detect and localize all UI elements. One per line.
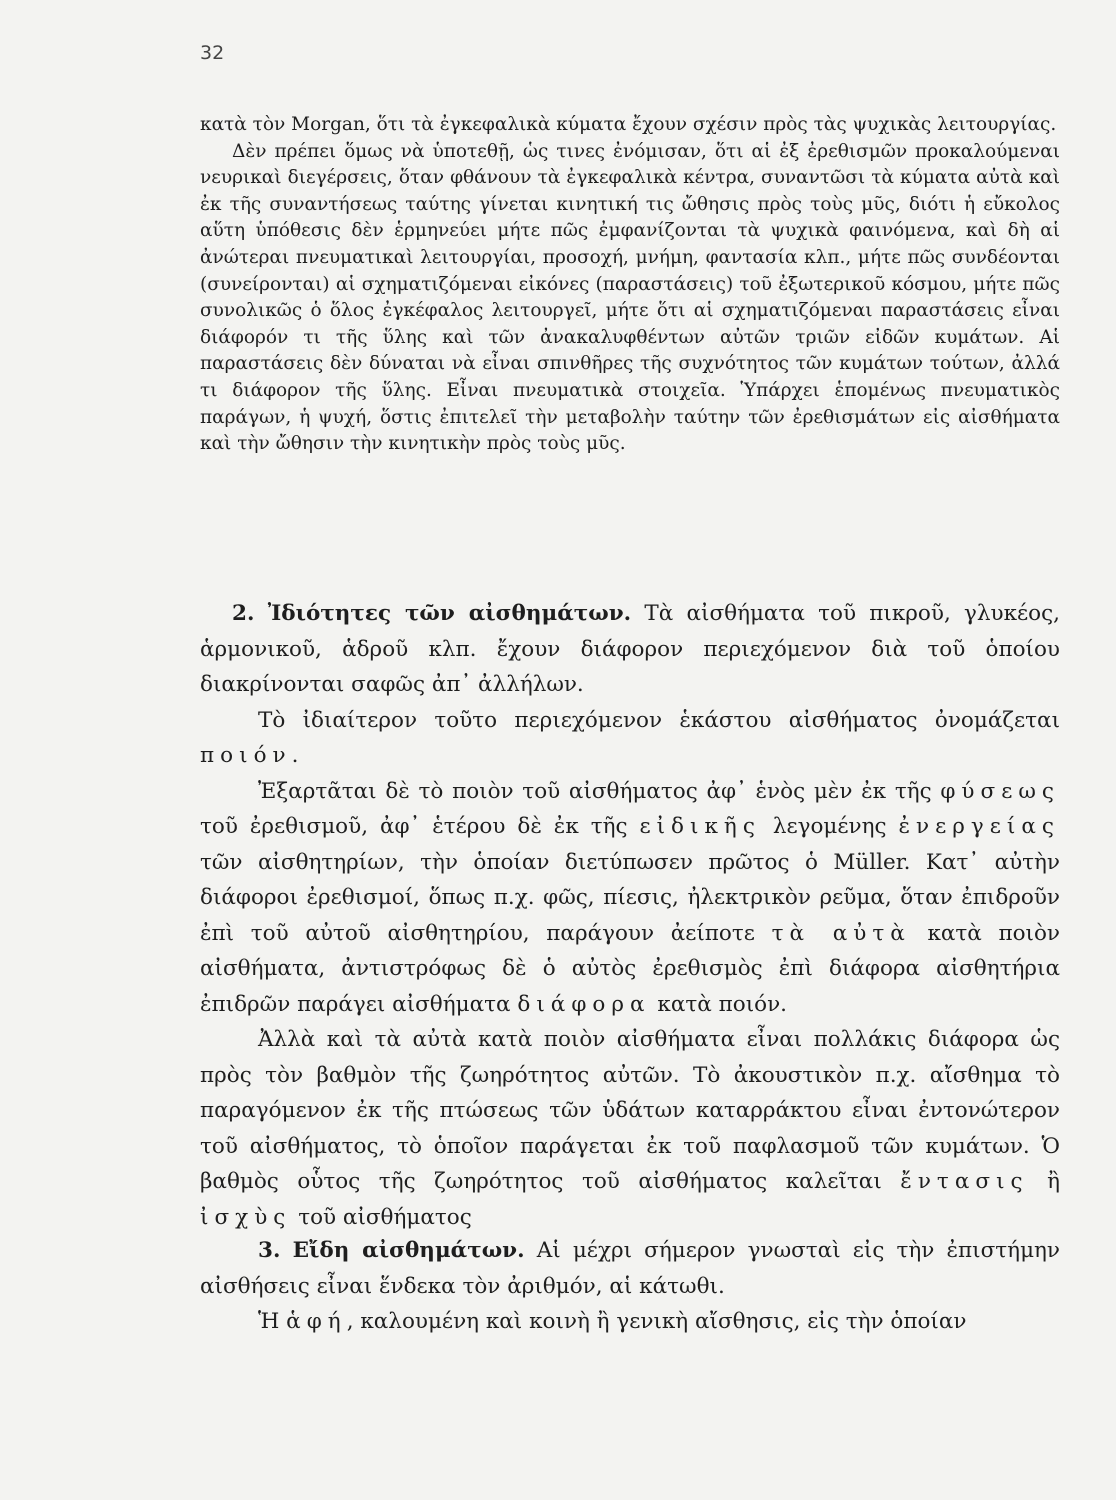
- section2-p3-text-e: κατὰ ποιὸν αἰσθήματα, ἀντιστρόφως δὲ ὁ αὐτὸς ἐρεθισμὸς ἐπὶ διάφορα αἰσθητήρια ἐπιδρῶν παράγει αἰσθήματα: [200, 920, 1060, 1017]
- section2-p3-text-a: Ἐξαρτᾶται δὲ τὸ ποιὸν τοῦ αἰσθήματος ἀφ᾽ ἑνὸς μὲν ἐκ τῆς: [258, 778, 941, 804]
- section3-title: Εἴδη αἰσθημάτων.: [292, 1238, 525, 1263]
- section2-p2-end: .: [291, 743, 299, 768]
- term-eidikis: εἰδικῆς: [639, 814, 761, 839]
- section2-p4-text-c: τοῦ αἰσθήματος: [291, 1204, 472, 1230]
- term-diaphora: διάφορα: [517, 991, 651, 1017]
- section-kinds: [200, 1233, 1060, 1340]
- section-properties: [200, 596, 1060, 1235]
- paragraph-hypothesis: Δὲν πρέπει ὅμως νὰ ὑποτεθῇ, ὡς τινες ἐνόμισαν, ὅτι αἱ ἐξ ἐρεθισμῶν προκαλούμεναι νευρικαὶ διεγέρσεις, ὅταν φθάνουν τὰ ἐγκεφαλικὰ κέντρα, συναντῶσι τὰ κύματα αὐτὰ καὶ ἐκ τῆς συναντήσεως ταύτης γίνεται κινητική τις ὤθησις πρὸς τοὺς μῦς, διότι ἡ εὔκολος αὕτη ὑπόθεσις δὲν ἑρμηνεύει μήτε πῶς ἐμφανίζονται τὰ ψυχικὰ φαινόμενα, καὶ δὴ αἱ ἀνώτεραι πνευματικαὶ λειτουργίαι, προσοχή, μνήμη, φαντασία κλπ., μήτε πῶς συνδέονται (συνείρονται) αἱ σχηματιζόμεναι εἰκόνες (παραστάσεις) τοῦ ἐξωτερικοῦ κόσμου, μήτε πῶς συνολικῶς ὁ ὅλος ἐγκέφαλος λειτουργεῖ, μήτε ὅτι αἱ σχηματιζόμεναι παραστάσεις εἶναι διάφορόν τι τῆς ὕλης καὶ τῶν ἀνακαλυφθέντων αὐτῶν τριῶν εἰδῶν κυμάτων. Αἱ παραστάσεις δὲν δύναται νὰ εἶναι σπινθῆρες τῆς συχνότητος τῶν κυμάτων τούτων, ἀλλά τι διάφορον τῆς ὕλης. Εἶναι πνευματικὰ στοιχεῖα. Ὑπάρχει ἑπομένως πνευματικὸς παράγων, ἡ ψυχή, ὅστις ἐπιτελεῖ τὴν μεταβολὴν ταύτην τῶν ἐρεθισμάτων εἰς αἰσθήματα καὶ τὴν ὤθησιν τὴν κινητικὴν πρὸς τοὺς μῦς.: [200, 140, 1060, 455]
- section2-paragraph-3: [200, 774, 1060, 1023]
- section2-paragraph-1: [200, 596, 1060, 703]
- page-number: 32: [200, 42, 225, 64]
- section2-title: Ἰδιότητες τῶν αἰσθημάτων.: [267, 601, 632, 626]
- section3-number: 3.: [258, 1238, 281, 1263]
- term-energeias: ἐνεργείας: [898, 814, 1060, 839]
- section3-paragraph-1: [200, 1233, 1060, 1304]
- paragraph-morgan: κατὰ τὸν Morgan, ὅτι τὰ ἐγκεφαλικὰ κύματα ἔχουν σχέσιν πρὸς τὰς ψυχικὰς λειτουργίας.: [200, 114, 1057, 135]
- section2-p3-text-d: τῶν αἰσθητηρίων, τὴν ὁποίαν διετύπωσεν πρῶτος ὁ Müller. Κατ᾽ αὐτὴν διάφοροι ἐρεθισμοί, ὅπως π.χ. φῶς, πίεσις, ἠλεκτρικὸν ρεῦμα, ὅταν ἐπιδροῦν ἐπὶ τοῦ αὐτοῦ αἰσθητηρίου, παράγουν ἀείποτε: [200, 849, 1060, 946]
- section2-paragraph-4: [200, 1022, 1060, 1235]
- term-ta-auta: τὰ αὐτὰ: [771, 920, 911, 946]
- term-entasis: ἔντασις: [900, 1169, 1029, 1194]
- term-physeos: φύσεως: [940, 778, 1060, 804]
- term-ischys: ἰσχὺς: [200, 1204, 292, 1230]
- section3-p1-text: Αἱ μέχρι σήμερον γνωσταὶ εἰς τὴν ἐπιστήμην αἰσθήσεις εἶναι ἕνδεκα τὸν ἀριθμόν, αἱ κάτωθι.: [200, 1238, 1060, 1299]
- section2-p4-text-b: ἢ: [1028, 1169, 1061, 1194]
- term-aphi: ἁφή: [286, 1309, 347, 1334]
- section2-p3-text-c: λεγομένης: [760, 814, 899, 839]
- section2-paragraph-2: [200, 703, 1060, 774]
- section2-p3-text-b: τοῦ ἐρεθισμοῦ, ἀφ᾽ ἑτέρου δὲ ἐκ τῆς: [200, 814, 640, 839]
- section2-p3-text-f: κατὰ ποιόν.: [650, 991, 787, 1017]
- opening-text: [200, 112, 1060, 458]
- section2-p2-text: Τὸ ἰδιαίτερον τοῦτο περιεχόμενον ἑκάστου αἰσθήματος ὀνομάζεται: [258, 707, 1060, 733]
- section2-p4-text-a: Ἀλλὰ καὶ τὰ αὐτὰ κατὰ ποιὸν αἰσθήματα εἶναι πολλάκις διάφορα ὡς πρὸς τὸν βαθμὸν τῆς ζωηρότητος αὐτῶν. Τὸ ἀκουστικὸν π.χ. αἴσθημα τὸ παραγόμενον ἐκ τῆς πτώσεως τῶν ὑδάτων καταρράκτου εἶναι ἐντονώτερον τοῦ αἰσθήματος, τὸ ὁποῖον παράγεται ἐκ τοῦ παφλασμοῦ τῶν κυμάτων. Ὁ βαθμὸς οὗτος τῆς ζωηρότητος τοῦ αἰσθήματος καλεῖται: [200, 1027, 1060, 1194]
- section3-paragraph-2: [200, 1304, 1060, 1340]
- section3-p2-text-a: Ἡ: [258, 1309, 287, 1334]
- section2-p1-text: Τὰ αἰσθήματα τοῦ πικροῦ, γλυκέος, ἁρμονικοῦ, ἁδροῦ κλπ. ἔχουν διάφορον περιεχόμενον διὰ τοῦ ὁποίου διακρίνονται σαφῶς ἀπ᾽ ἀλλήλων.: [200, 601, 1060, 697]
- section2-number: 2.: [232, 601, 255, 626]
- section3-p2-text-b: , καλουμένη καὶ κοινὴ ἢ γενικὴ αἴσθησις, εἰς τὴν ὁποίαν: [346, 1309, 967, 1334]
- term-poion: ποιόν: [200, 743, 292, 768]
